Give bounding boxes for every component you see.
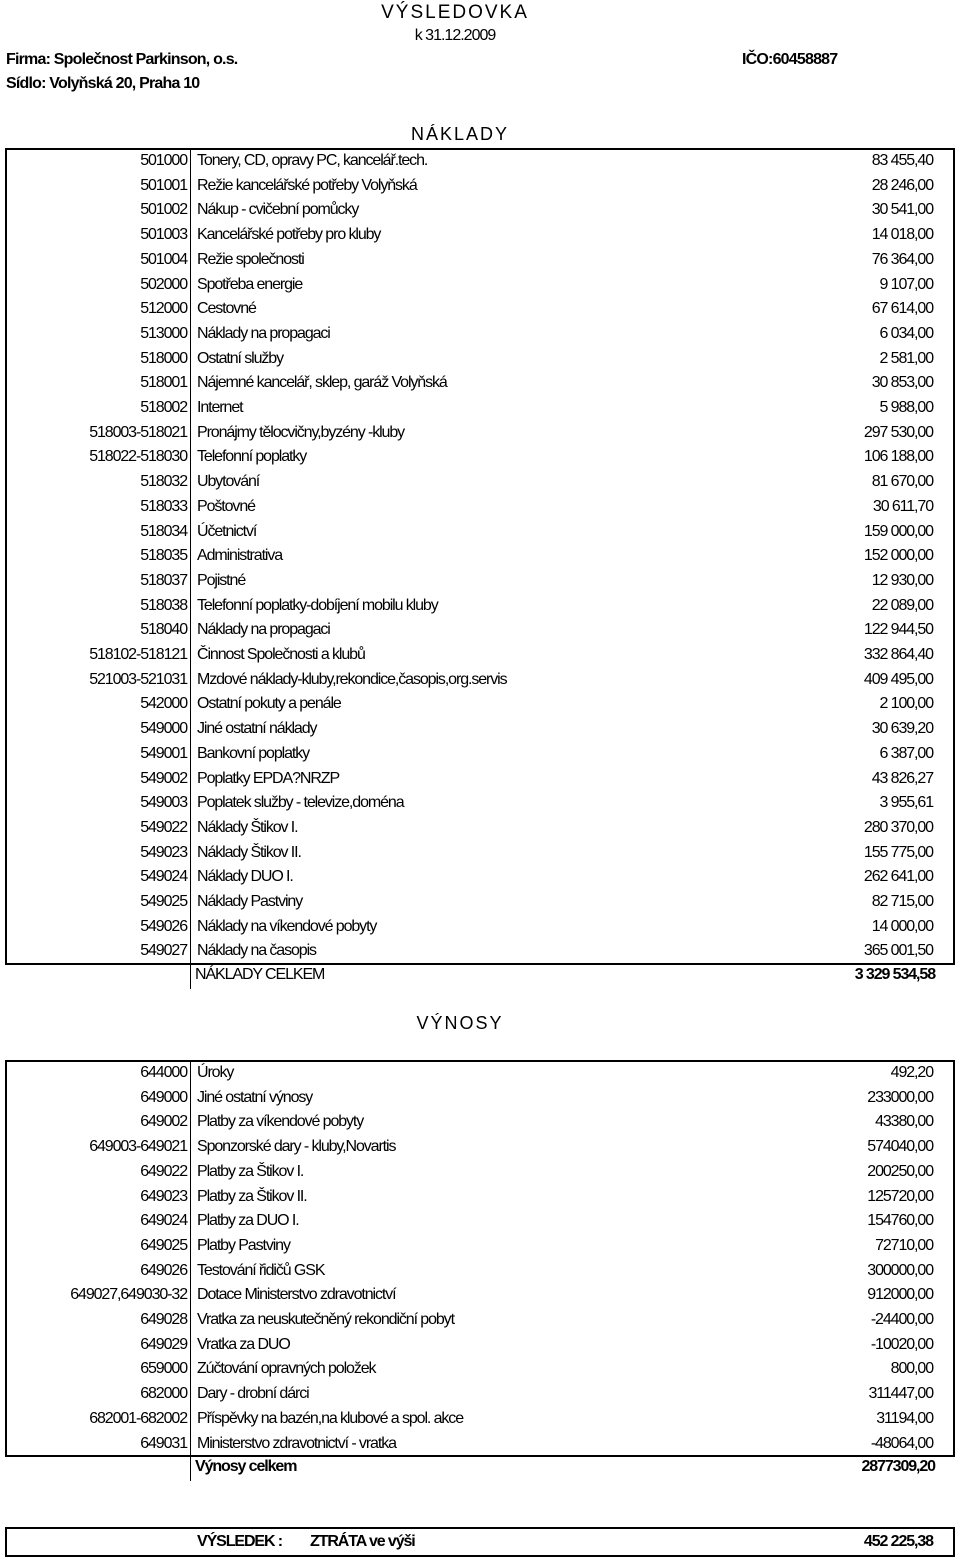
table-row (7, 521, 953, 546)
table-row (7, 224, 953, 249)
table-row (7, 1186, 953, 1211)
vynosy-total-amount: 2877309,20 (861, 1458, 935, 1475)
table-row (7, 1309, 953, 1334)
account-amount: 492,20 (890, 1064, 933, 1081)
company-name: Firma: Společnost Parkinson, o.s. (6, 51, 238, 68)
account-name: Kancelářské potřeby pro kluby (197, 226, 381, 244)
table-row (7, 422, 953, 447)
account-amount: 22 089,00 (871, 596, 933, 614)
account-name: Náklady na propagaci (197, 324, 330, 342)
account-name: Náklady Pastviny (197, 893, 303, 910)
table-row (7, 866, 953, 891)
account-code: 518040 (140, 621, 187, 639)
account-name: Poštovné (197, 497, 255, 515)
table-row (7, 669, 953, 694)
account-code: 659000 (140, 1360, 187, 1378)
table-row (7, 940, 953, 965)
account-amount: 6 034,00 (879, 324, 933, 342)
account-name: Telefonní poplatky-dobíjení mobilu kluby (197, 596, 438, 614)
account-code: 501004 (140, 250, 187, 268)
account-amount: 912000,00 (867, 1286, 933, 1304)
report-title: VÝSLEDOVKA (381, 2, 529, 23)
account-code: 518001 (140, 374, 187, 392)
account-amount: 3 955,61 (879, 794, 933, 812)
account-code: 649002 (140, 1113, 187, 1131)
account-amount: 409 495,00 (863, 670, 933, 688)
account-name: Úroky (197, 1064, 234, 1081)
table-row (7, 743, 953, 768)
naklady-total-row (5, 963, 955, 989)
account-code: 513000 (140, 324, 187, 342)
account-name: Spotřeba energie (197, 275, 303, 293)
company-ico: IČO:60458887 (742, 51, 838, 68)
company-address: Sídlo: Volyňská 20, Praha 10 (6, 75, 200, 92)
account-code: 518022-518030 (89, 448, 187, 466)
account-amount: -24400,00 (870, 1311, 933, 1328)
account-name: Platby za Štikov I. (197, 1162, 304, 1180)
account-name: Vratka za DUO (197, 1335, 290, 1353)
naklady-table (5, 148, 955, 965)
account-amount: 233000,00 (867, 1088, 933, 1106)
account-code: 649024 (140, 1212, 187, 1230)
account-name: Dotace Ministerstvo zdravotnictví (197, 1286, 396, 1304)
account-amount: 200250,00 (867, 1162, 933, 1180)
table-row (7, 323, 953, 348)
account-name: Platby za DUO I. (197, 1212, 299, 1230)
account-amount: 30 611,70 (872, 497, 933, 515)
account-amount: 43 826,27 (871, 769, 933, 787)
table-row (7, 817, 953, 842)
report-date: k 31.12.2009 (414, 27, 496, 44)
account-name: Příspěvky na bazén,na klubové a spol. akce (197, 1409, 463, 1427)
account-code: 501001 (140, 176, 187, 194)
account-name: Pronájmy tělocvičny,byzény -kluby (197, 423, 405, 441)
table-row (7, 1334, 953, 1359)
account-code: 682001-682002 (89, 1409, 187, 1427)
account-amount: 280 370,00 (863, 818, 933, 836)
account-code: 649026 (140, 1261, 187, 1279)
table-row (7, 1284, 953, 1309)
account-code: 549002 (140, 769, 187, 787)
table-row (7, 1210, 953, 1235)
account-code: 682000 (140, 1385, 187, 1403)
naklady-title: NÁKLADY (410, 124, 510, 144)
table-row (7, 1358, 953, 1383)
account-amount: 83 455,40 (871, 152, 933, 169)
account-code: 649027,649030-32 (70, 1286, 187, 1304)
account-code: 649023 (140, 1187, 187, 1205)
account-name: Dary - drobní dárci (197, 1385, 309, 1403)
column-divider (190, 963, 191, 989)
table-row (7, 619, 953, 644)
account-name: Ubytování (197, 473, 260, 491)
account-name: Jiné ostatní náklady (197, 720, 317, 738)
account-name: Telefonní poplatky (197, 448, 307, 466)
account-name: Platby za Štikov II. (197, 1187, 307, 1205)
account-amount: 30 639,20 (871, 720, 933, 738)
account-code: 512000 (140, 300, 187, 318)
account-amount: 800,00 (890, 1360, 933, 1378)
account-amount: 76 364,00 (871, 250, 933, 268)
account-amount: 2 581,00 (879, 349, 933, 367)
account-name: Zúčtování opravných položek (197, 1360, 376, 1378)
table-row (7, 348, 953, 373)
table-row (7, 199, 953, 224)
table-row (7, 496, 953, 521)
account-name: Poplatky EPDA?NRZP (197, 769, 340, 787)
table-row (7, 175, 953, 200)
account-amount: 155 775,00 (863, 843, 933, 861)
result-label: VÝSLEDEK : (197, 1533, 283, 1550)
account-name: Nákup - cvičební pomůcky (197, 201, 359, 219)
account-code: 644000 (140, 1064, 187, 1081)
account-amount: 152 000,00 (863, 547, 933, 565)
account-amount: 5 988,00 (879, 399, 933, 416)
account-code: 518034 (140, 522, 187, 540)
account-name: Ostatní pokuty a penále (197, 695, 341, 713)
account-code: 518038 (140, 596, 187, 614)
account-code: 518000 (140, 349, 187, 367)
account-code: 502000 (140, 275, 187, 293)
account-code: 518035 (140, 547, 187, 565)
table-row (7, 693, 953, 718)
account-code: 518003-518021 (89, 423, 187, 441)
account-code: 649029 (140, 1335, 187, 1353)
table-row (7, 1260, 953, 1285)
table-row (7, 842, 953, 867)
account-amount: 574040,00 (867, 1138, 933, 1156)
account-name: Internet (197, 399, 243, 416)
account-name: Náklady Štikov I. (197, 818, 298, 836)
account-code: 542000 (140, 695, 187, 713)
account-code: 549022 (140, 818, 187, 836)
account-name: Náklady Štikov II. (197, 843, 301, 861)
account-code: 501002 (140, 201, 187, 219)
account-code: 518037 (140, 571, 187, 589)
account-name: Mzdové náklady-kluby,rekondice,časopis,org.servis (197, 670, 507, 688)
account-amount: 106 188,00 (863, 448, 933, 466)
account-code: 649025 (140, 1236, 187, 1254)
account-name: Vratka za neuskutečněný rekondiční pobyt (197, 1311, 454, 1328)
account-code: 649000 (140, 1088, 187, 1106)
account-name: Režie kancelářské potřeby Volyňská (197, 176, 417, 194)
table-row (7, 1161, 953, 1186)
account-amount: 81 670,00 (871, 473, 933, 491)
account-code: 518033 (140, 497, 187, 515)
table-row (7, 1111, 953, 1136)
account-code: 649003-649021 (89, 1138, 187, 1156)
account-code: 501000 (140, 152, 187, 169)
naklady-total-amount: 3 329 534,58 (854, 966, 935, 983)
account-amount: 14 018,00 (871, 226, 933, 244)
account-amount: 159 000,00 (863, 522, 933, 540)
account-amount: 2 100,00 (879, 695, 933, 713)
account-amount: 332 864,40 (863, 646, 933, 663)
account-amount: 6 387,00 (879, 744, 933, 762)
table-row (7, 1408, 953, 1433)
account-amount: -10020,00 (870, 1335, 933, 1353)
account-name: Ostatní služby (197, 349, 283, 367)
table-row (7, 570, 953, 595)
table-row (7, 1087, 953, 1112)
account-amount: 122 944,50 (863, 621, 933, 639)
table-row (7, 595, 953, 620)
vynosy-total-label: Výnosy celkem (195, 1458, 297, 1475)
table-row (7, 150, 953, 175)
account-amount: 300000,00 (867, 1261, 933, 1279)
table-row (7, 372, 953, 397)
vynosy-title: VÝNOSY (416, 1013, 504, 1033)
account-name: Pojistné (197, 571, 246, 589)
table-row (7, 1136, 953, 1161)
result-row (5, 1527, 955, 1557)
account-name: Jiné ostatní výnosy (197, 1088, 313, 1106)
account-name: Náklady na časopis (197, 942, 316, 960)
table-row (7, 891, 953, 916)
account-amount: 125720,00 (867, 1187, 933, 1205)
account-code: 549023 (140, 843, 187, 861)
account-name: Platby za víkendové pobyty (197, 1113, 364, 1131)
account-amount: 9 107,00 (879, 275, 933, 293)
result-amount: 452 225,38 (863, 1533, 933, 1550)
account-code: 549026 (140, 917, 187, 935)
account-code: 521003-521031 (89, 670, 187, 688)
account-code: 649031 (140, 1434, 187, 1452)
vynosy-total-row (5, 1455, 955, 1481)
result-word: ZTRÁTA ve výši (310, 1533, 415, 1550)
account-amount: 67 614,00 (871, 300, 933, 318)
table-row (7, 471, 953, 496)
account-name: Účetnictví (197, 522, 257, 540)
account-code: 518002 (140, 399, 187, 416)
account-amount: -48064,00 (870, 1434, 933, 1452)
table-row (7, 446, 953, 471)
table-row (7, 1433, 953, 1458)
table-row (7, 644, 953, 669)
account-code: 501003 (140, 226, 187, 244)
table-row (7, 768, 953, 793)
account-code: 549000 (140, 720, 187, 738)
account-name: Platby Pastviny (197, 1236, 290, 1254)
account-amount: 31194,00 (876, 1409, 933, 1427)
account-code: 649028 (140, 1311, 187, 1328)
account-amount: 30 541,00 (871, 201, 933, 219)
account-code: 549025 (140, 893, 187, 910)
table-row (7, 1383, 953, 1408)
account-name: Náklady na víkendové pobyty (197, 917, 377, 935)
account-name: Nájemné kancelář, sklep, garáž Volyňská (197, 374, 447, 392)
naklady-total-label: NÁKLADY CELKEM (195, 966, 325, 983)
account-name: Sponzorské dary - kluby,Novartis (197, 1138, 396, 1156)
account-amount: 12 930,00 (871, 571, 933, 589)
vynosy-table (5, 1060, 955, 1457)
account-code: 549024 (140, 868, 187, 886)
table-row (7, 916, 953, 941)
account-name: Poplatek služby - televize,doména (197, 794, 404, 812)
account-name: Náklady na propagaci (197, 621, 330, 639)
table-row (7, 545, 953, 570)
account-code: 649022 (140, 1162, 187, 1180)
account-code: 549003 (140, 794, 187, 812)
account-name: Cestovné (197, 300, 256, 318)
table-row (7, 718, 953, 743)
table-row (7, 397, 953, 422)
account-name: Tonery, CD, opravy PC, kancelář.tech. (197, 152, 428, 169)
account-name: Ministerstvo zdravotnictví - vratka (197, 1434, 396, 1452)
account-amount: 28 246,00 (871, 176, 933, 194)
account-amount: 30 853,00 (871, 374, 933, 392)
account-amount: 14 000,00 (871, 917, 933, 935)
account-amount: 43380,00 (875, 1113, 933, 1131)
table-row (7, 298, 953, 323)
account-name: Náklady DUO I. (197, 868, 293, 886)
account-name: Bankovní poplatky (197, 744, 310, 762)
account-amount: 311447,00 (868, 1385, 933, 1403)
account-name: Režie společnosti (197, 250, 304, 268)
account-name: Administrativa (197, 547, 283, 565)
account-amount: 297 530,00 (863, 423, 933, 441)
account-name: Činnost Společnosti a klubů (197, 646, 365, 663)
table-row (7, 792, 953, 817)
table-row (7, 1062, 953, 1087)
account-code: 518102-518121 (89, 646, 187, 663)
table-row (7, 1235, 953, 1260)
account-code: 549027 (140, 942, 187, 960)
account-code: 549001 (140, 744, 187, 762)
account-code: 518032 (140, 473, 187, 491)
column-divider (190, 1455, 191, 1481)
account-amount: 154760,00 (867, 1212, 933, 1230)
table-row (7, 249, 953, 274)
account-amount: 82 715,00 (871, 893, 933, 910)
account-amount: 72710,00 (875, 1236, 933, 1254)
table-row (7, 274, 953, 299)
account-name: Testování řidičů GSK (197, 1261, 325, 1279)
account-amount: 365 001,50 (863, 942, 933, 960)
account-amount: 262 641,00 (863, 868, 933, 886)
